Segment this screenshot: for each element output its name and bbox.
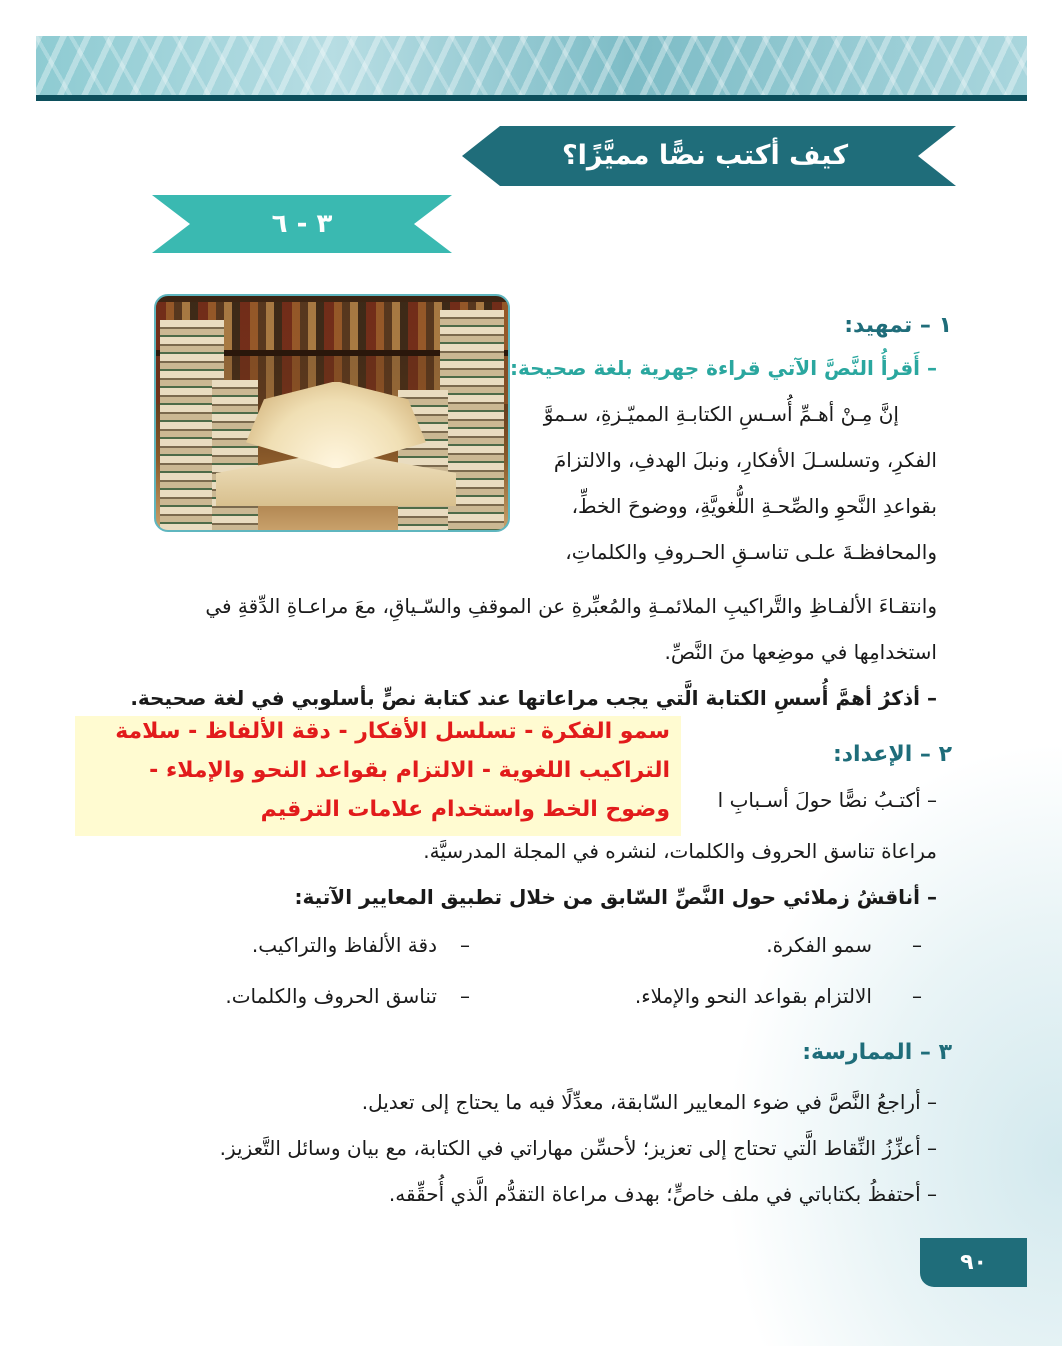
criteria-item: تناسق الحروف والكلمات. <box>225 984 437 1008</box>
decorative-banner <box>36 36 1027 100</box>
prep-line: مراعاة تناسق الحروف والكلمات، لنشره في المجلة المدرسيَّة. <box>423 839 937 863</box>
section-heading-preparation: ٢ – الإعداد: <box>832 742 952 767</box>
writing-question: – أذكرُ أهمَّ أُسسِ الكتابة الَّتي يجب مراعاتها عند كتابة نصٍّ بأسلوبي في لغة صحيحة. <box>130 686 937 710</box>
criteria-dash: – <box>912 984 922 1008</box>
section-heading-practice: ٣ – الممارسة: <box>802 1040 952 1065</box>
paragraph-line: الفكرِ، وتسلسـلَ الأفكارِ، ونبلَ الهدفِ، والالتزامَ <box>553 448 937 472</box>
book-stack <box>212 380 258 530</box>
paragraph-line: وانتقـاءَ الألفـاظِ والتَّراكيبِ الملائمـةِ والمُعبِّرةِ عن الموقفِ والسّـياقِ، معَ مراعـاةِ الدِّقةِ في <box>205 594 937 618</box>
criteria-item: سمو الفكرة. <box>766 933 872 957</box>
criteria-dash: – <box>460 984 470 1008</box>
answer-line: وضوح الخط واستخدام علامات الترقيم <box>260 797 670 822</box>
criteria-dash: – <box>912 933 922 957</box>
criteria-item: دقة الألفاظ والتراكيب. <box>251 933 437 957</box>
answer-line: سمو الفكرة - تسلسل الأفكار - دقة الألفاظ - سلامة <box>115 719 670 744</box>
lesson-number: ٣ - ٦ <box>271 209 333 239</box>
page-number: ٩٠ <box>960 1250 987 1275</box>
paragraph-line: بقواعدِ النَّحوِ والصِّحـةِ اللُّغويَّةِ، ووضوحَ الخطِّ، <box>571 494 937 518</box>
practice-item: – أراجعُ النَّصَّ في ضوء المعايير السّابقة، معدِّلًا فيه ما يحتاج إلى تعديل. <box>361 1090 937 1114</box>
practice-item: – أحتفظُ بكتاباتي في ملف خاصٍّ؛ بهدف مراعاة التقدُّم الَّذي أُحقِّقه. <box>388 1182 937 1206</box>
paragraph-line: استخدامِها في موضِعها منَ النَّصِّ. <box>664 640 937 664</box>
paragraph-line: والمحافظـةَ علـى تناسـقِ الحـروفِ والكلماتِ، <box>565 540 937 564</box>
criteria-dash: – <box>460 933 470 957</box>
paragraph-line: إنَّ مِـنْ أهـمِّ أُسـسِ الكتابـةِ المميّـزةِ، سـموَّ <box>543 402 899 426</box>
books-image <box>154 294 510 532</box>
reading-instruction: – أَقرأُ النَّصَّ الآتي قراءة جهرية بلغة صحيحة: <box>510 356 937 380</box>
answer-line: التراكيب اللغوية - الالتزام بقواعد النحو والإملاء - <box>149 758 670 783</box>
practice-item: – أعزِّزُ النِّقاط الَّتي تحتاج إلى تعزيز؛ لأحسِّن مهاراتي في الكتابة، مع بيان وسائل التَّعزيز. <box>219 1136 937 1160</box>
banner-rule <box>36 95 1027 101</box>
page-title: كيف أكتب نصًّا مميَّزًا؟ <box>561 140 849 171</box>
section-heading-intro: ١ – تمهيد: <box>844 313 952 338</box>
discuss-line: – أناقشُ زملائي حول النَّصِّ السّابق من خلال تطبيق المعايير الآتية: <box>294 885 937 909</box>
criteria-item: الالتزام بقواعد النحو والإملاء. <box>634 984 872 1008</box>
prep-line: – أكتـبُ نصًّا حولَ أسـبابِ ا <box>717 788 937 812</box>
